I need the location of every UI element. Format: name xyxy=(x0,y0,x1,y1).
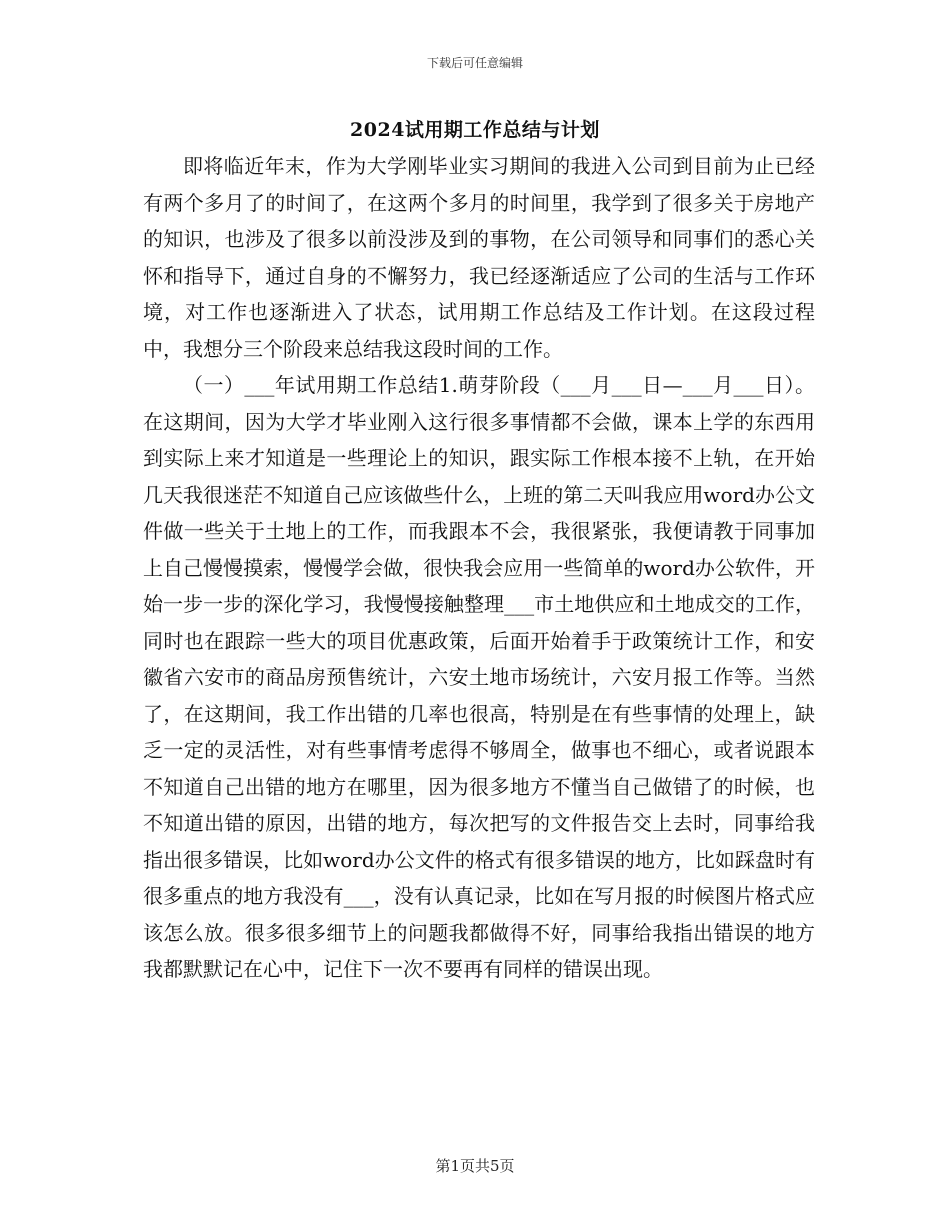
document-title: 2024试用期工作总结与计划 xyxy=(350,119,600,141)
page-indicator: 第1页共5页 xyxy=(435,1157,515,1175)
paragraph-intro: 即将临近年末，作为大学刚毕业实习期间的我进入公司到目前为止已经有两个多月了的时间了，在这两个多月的时间里，我学到了很多关于房地产的知识，也涉及了很多以前没涉及到的事物，在公司领导和同事们的悉心关怀和指导下，通过自身的不懈努力，我已经逐渐适应了公司的生活与工作环境，对工作也逐渐进入了状态，试用期工作总结及工作计划。在这段过程中，我想分三个阶段来总结我这段时间的工作。 xyxy=(143,154,815,361)
header-note: 下载后可任意编辑 xyxy=(426,56,523,70)
document-body xyxy=(143,148,815,988)
paragraph-stage-one: （一）___年试用期工作总结1.萌芽阶段（___月___日—___月___日）。在这期间，因为大学才毕业刚入这行很多事情都不会做，课本上学的东西用到实际上来才知道是一些理论上的知识，跟实际工作根本接不上轨，在开始几天我很迷茫不知道自己应该做些什么，上班的第二天叫我应用word办公文件做一些关于土地上的工作，而我跟本不会，我很紧张，我便请教于同事加上自己慢慢摸索，慢慢学会做，很快我会应用一些简单的word办公软件，开始一步一步的深化学习，我慢慢接触整理___市土地供应和土地成交的工作，同时也在跟踪一些大的项目优惠政策，后面开始着手于政策统计工作，和安徽省六安市的商品房预售统计，六安土地市场统计，六安月报工作等。当然了，在这期间，我工作出错的几率也很高，特别是在有些事情的处理上，缺乏一定的灵活性，对有些事情考虑得不够周全，做事也不细心，或者说跟本不知道自己出错的地方在哪里，因为很多地方不懂当自己做错了的时候，也不知道出错的原因，出错的地方，每次把写的文件报告交上去时，同事给我指出很多错误，比如word办公文件的格式有很多错误的地方，比如踩盘时有很多重点的地方我没有___，没有认真记录，比如在写月报的时候图片格式应该怎么放。很多很多细节上的问题我都做得不好，同事给我指出错误的地方我都默默记在心中，记住下一次不要再有同样的错误出现。 xyxy=(143,373,815,981)
